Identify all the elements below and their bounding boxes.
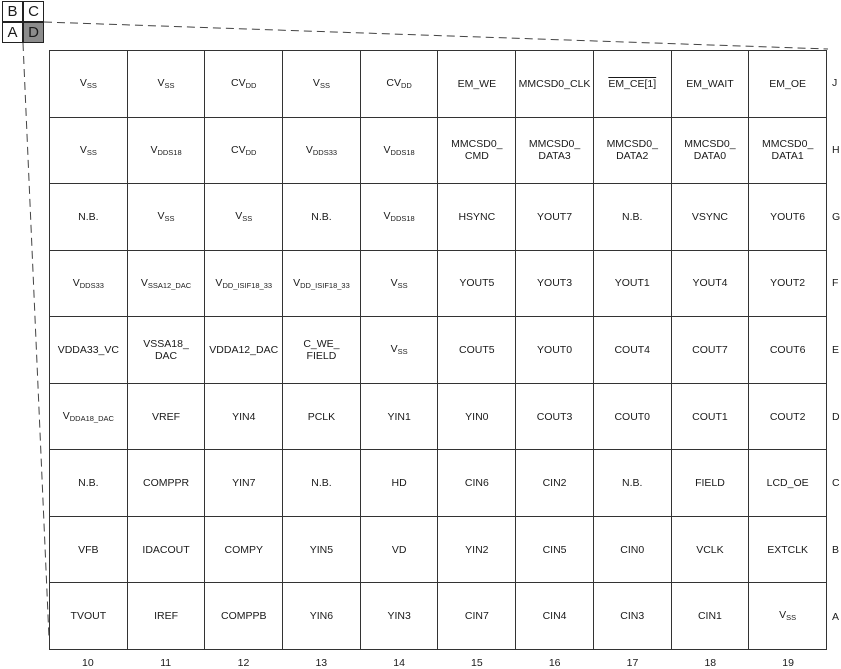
quadrant-key-d: D xyxy=(23,22,44,43)
ball-d15: YIN0 xyxy=(438,384,516,451)
ball-b14: VD xyxy=(361,517,439,584)
ball-a16: CIN4 xyxy=(516,583,594,650)
ball-d10: $V_{DDA18\_DAC}$ xyxy=(50,384,128,451)
column-label-10: 10 xyxy=(82,657,94,669)
ball-h10: $V_{SS}$ xyxy=(50,118,128,185)
column-label-14: 14 xyxy=(393,657,405,669)
ball-f11: $V_{SSA12\_DAC}$ xyxy=(128,251,206,318)
ball-b17: CIN0 xyxy=(594,517,672,584)
ball-c10: N.B. xyxy=(50,450,128,517)
row-label-j: J xyxy=(832,77,838,90)
quadrant-key-b: B xyxy=(2,1,23,22)
ball-a18: CIN1 xyxy=(672,583,750,650)
ball-j10: $V_{SS}$ xyxy=(50,51,128,118)
column-label-15: 15 xyxy=(471,657,483,669)
column-label-11: 11 xyxy=(160,657,172,669)
ball-c15: CIN6 xyxy=(438,450,516,517)
ball-a15: CIN7 xyxy=(438,583,516,650)
ball-e17: COUT4 xyxy=(594,317,672,384)
row-label-b: B xyxy=(832,544,840,556)
ball-d16: COUT3 xyxy=(516,384,594,451)
ball-d12: YIN4 xyxy=(205,384,283,451)
ball-d19: COUT2 xyxy=(749,384,827,451)
ball-a19: $V_{SS}$ xyxy=(749,583,827,650)
ball-c14: HD xyxy=(361,450,439,517)
ball-h13: $V_{DDS33}$ xyxy=(283,118,361,185)
ball-d13: PCLK xyxy=(283,384,361,451)
ball-f12: $V_{DD\_ISIF18\_33}$ xyxy=(205,251,283,318)
ball-h12: $CV_{DD}$ xyxy=(205,118,283,185)
ball-j14: $CV_{DD}$ xyxy=(361,51,439,118)
row-label-g: G xyxy=(832,210,841,223)
row-label-a: A xyxy=(832,610,840,623)
ball-e13: C_WE_ FIELD xyxy=(283,317,361,384)
ball-e18: COUT7 xyxy=(672,317,750,384)
quadrant-key-a: A xyxy=(2,22,23,43)
ball-g12: $V_{SS}$ xyxy=(205,184,283,251)
ball-j15: EM_WE xyxy=(438,51,516,118)
ball-h17: MMCSD0_ DATA2 xyxy=(594,118,672,185)
ball-j17: EM_CE[1] xyxy=(594,51,672,118)
row-label-d: D xyxy=(832,410,840,423)
ball-h19: MMCSD0_ DATA1 xyxy=(749,118,827,185)
ball-g17: N.B. xyxy=(594,184,672,251)
row-label-e: E xyxy=(832,344,840,356)
ball-c12: YIN7 xyxy=(205,450,283,517)
column-label-19: 19 xyxy=(782,657,794,669)
column-label-12: 12 xyxy=(237,657,250,669)
ball-f14: $V_{SS}$ xyxy=(361,251,439,318)
ball-h18: MMCSD0_ DATA0 xyxy=(672,118,750,185)
ball-b11: IDACOUT xyxy=(128,517,206,584)
row-label-c: C xyxy=(832,477,840,490)
ball-b13: YIN5 xyxy=(283,517,361,584)
ball-f10: $V_{DDS33}$ xyxy=(50,251,128,318)
ball-h16: MMCSD0_ DATA3 xyxy=(516,118,594,185)
ball-c11: COMPPR xyxy=(128,450,206,517)
ball-e10: VDDA33_VC xyxy=(50,317,128,384)
ball-a10: TVOUT xyxy=(50,583,128,650)
ball-j16: MMCSD0_CLK xyxy=(516,51,594,118)
ball-j13: $V_{SS}$ xyxy=(283,51,361,118)
ball-a12: COMPPB xyxy=(205,583,283,650)
ball-g18: VSYNC xyxy=(672,184,750,251)
column-label-18: 18 xyxy=(704,657,717,669)
ball-c17: N.B. xyxy=(594,450,672,517)
ball-b19: EXTCLK xyxy=(749,517,827,584)
ball-j19: EM_OE xyxy=(749,51,827,118)
ball-h11: $V_{DDS18}$ xyxy=(128,118,206,185)
ball-c19: LCD_OE xyxy=(749,450,827,517)
ball-d14: YIN1 xyxy=(361,384,439,451)
ball-j18: EM_WAIT xyxy=(672,51,750,118)
ball-a17: CIN3 xyxy=(594,583,672,650)
ball-e19: COUT6 xyxy=(749,317,827,384)
ball-h14: $V_{DDS18}$ xyxy=(361,118,439,185)
ball-e14: $V_{SS}$ xyxy=(361,317,439,384)
ball-g10: N.B. xyxy=(50,184,128,251)
ball-e11: VSSA18_ DAC xyxy=(128,317,206,384)
ball-f18: YOUT4 xyxy=(672,251,750,318)
ball-j11: $V_{SS}$ xyxy=(128,51,206,118)
quadrant-key-c: C xyxy=(23,1,44,22)
ball-b15: YIN2 xyxy=(438,517,516,584)
ball-b16: CIN5 xyxy=(516,517,594,584)
ball-b12: COMPY xyxy=(205,517,283,584)
ball-a14: YIN3 xyxy=(361,583,439,650)
ball-g11: $V_{SS}$ xyxy=(128,184,206,251)
ball-d17: COUT0 xyxy=(594,384,672,451)
ball-a11: IREF xyxy=(128,583,206,650)
ball-g13: N.B. xyxy=(283,184,361,251)
ball-e16: YOUT0 xyxy=(516,317,594,384)
ball-e15: COUT5 xyxy=(438,317,516,384)
ball-d11: VREF xyxy=(128,384,206,451)
ball-g19: YOUT6 xyxy=(749,184,827,251)
ball-a13: YIN6 xyxy=(283,583,361,650)
ball-g14: $V_{DDS18}$ xyxy=(361,184,439,251)
ball-f13: $V_{DD\_ISIF18\_33}$ xyxy=(283,251,361,318)
ball-f17: YOUT1 xyxy=(594,251,672,318)
ball-g16: YOUT7 xyxy=(516,184,594,251)
ball-g15: HSYNC xyxy=(438,184,516,251)
ball-c13: N.B. xyxy=(283,450,361,517)
ball-b18: VCLK xyxy=(672,517,750,584)
ball-e12: VDDA12_DAC xyxy=(205,317,283,384)
ball-c18: FIELD xyxy=(672,450,750,517)
row-label-h: H xyxy=(832,144,840,156)
row-label-f: F xyxy=(832,277,839,290)
ball-f16: YOUT3 xyxy=(516,251,594,318)
column-label-13: 13 xyxy=(315,657,328,669)
ball-h15: MMCSD0_ CMD xyxy=(438,118,516,185)
ball-grid xyxy=(49,50,827,650)
column-label-16: 16 xyxy=(548,657,561,669)
ball-j12: $CV_{DD}$ xyxy=(205,51,283,118)
ball-b10: VFB xyxy=(50,517,128,584)
ball-d18: COUT1 xyxy=(672,384,750,451)
ball-f19: YOUT2 xyxy=(749,251,827,318)
ball-f15: YOUT5 xyxy=(438,251,516,318)
column-label-17: 17 xyxy=(626,657,639,669)
ball-c16: CIN2 xyxy=(516,450,594,517)
